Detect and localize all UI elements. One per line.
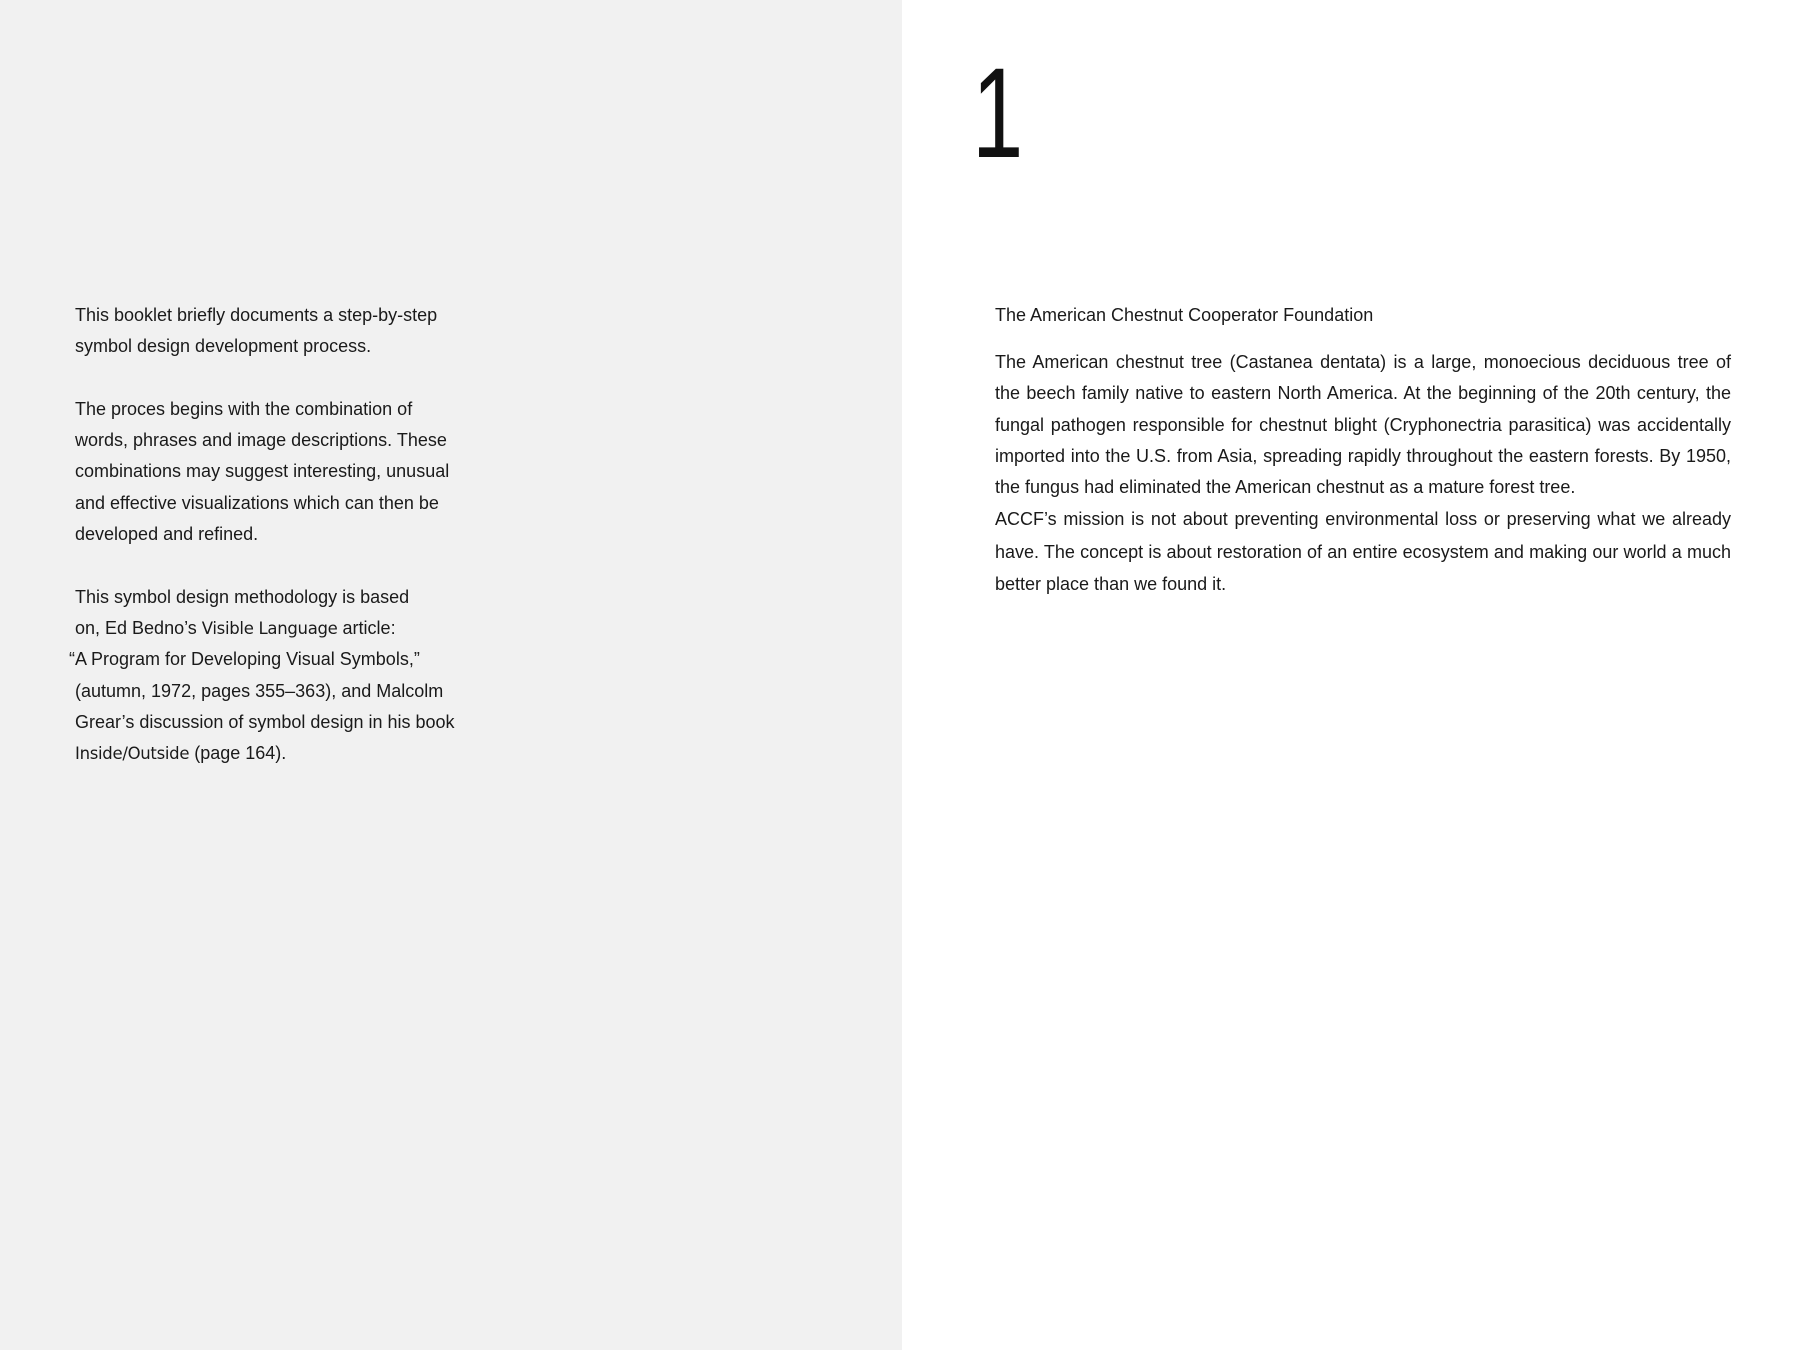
visible-language-title: Visible Language [201,618,338,638]
chapter-number: 1 [972,42,1024,185]
methodology-line-3: “A Program for Developing Visual Symbols,” [69,649,420,670]
intro-text-block [69,300,495,769]
methodology-line-1: This symbol design methodology is based [75,586,410,607]
right-page [902,0,1800,1350]
methodology-line-4: (autumn, 1972, pages 355–363), and Malcolm [75,680,444,701]
accf-mission-paragraph: ACCF’s mission is not about preventing environmental loss or preserving what we already have. The concept is about restoration of an entire ecosystem and making our world a much better place than we found it. [995,509,1731,595]
methodology-line-5: Grear’s discussion of symbol design in his book [75,711,455,732]
intro-paragraph-3 [69,582,495,770]
methodology-line-6-suffix: (page 164). [189,743,287,764]
chestnut-history-paragraph: The American chestnut tree (Castanea dentata) is a large, monoecious deciduous tree of the beech family native to eastern North America. At the beginning of the 20th century, the fungal pathogen responsible for chestnut blight (Cryphonectria parasitica) was accidentally imported into the U.S. from Asia, spreading rapidly throughout the eastern forests. By 1950, the fungus had eliminated the American chestnut as a mature forest tree. [995,352,1731,498]
inside-outside-title: Inside/Outside [75,744,190,764]
foundation-body [995,347,1731,601]
methodology-line-2-suffix: article: [337,617,396,638]
foundation-heading: The American Chestnut Cooperator Foundation [995,305,1374,325]
intro-paragraph-2: The proces begins with the combination of words, phrases and image descriptions. These combinations may suggest interesting, unusual and effective visualizations which can then be developed and refined. [75,398,450,545]
methodology-line-2-prefix: on, Ed Bedno’s [75,617,202,638]
intro-paragraph-1: This booklet briefly documents a step-by-step symbol design development process. [75,305,438,357]
